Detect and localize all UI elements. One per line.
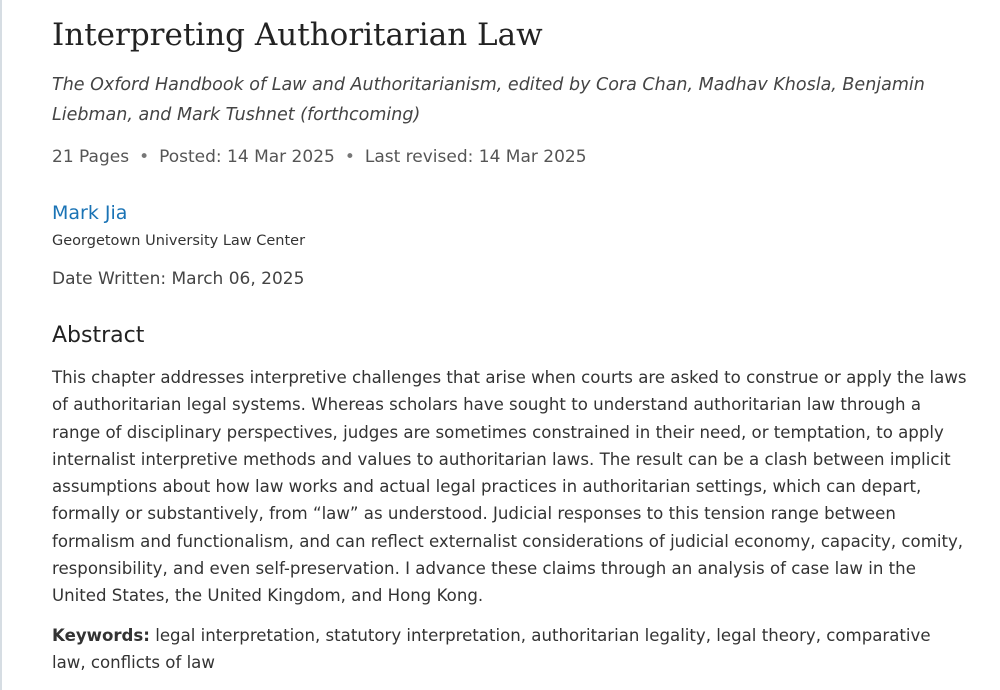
- posted-date: Posted: 14 Mar 2025: [159, 147, 335, 167]
- paper-title: Interpreting Authoritarian Law: [52, 17, 543, 53]
- left-border-rule: [0, 0, 2, 690]
- meta-separator: •: [344, 147, 355, 167]
- citation: The Oxford Handbook of Law and Authoritarianism, edited by Cora Chan, Madhav Khosla, Benjamin Liebman, and Mark Tushnet (forthcoming): [52, 75, 925, 125]
- keywords-value: legal interpretation, statutory interpretation, authoritarian legality, legal theory, comparative law, conflicts of law: [52, 626, 931, 673]
- author-link[interactable]: Mark Jia: [52, 202, 128, 224]
- revised-date: Last revised: 14 Mar 2025: [364, 147, 587, 167]
- date-written: Date Written: March 06, 2025: [52, 269, 305, 289]
- author-affiliation: Georgetown University Law Center: [52, 233, 306, 249]
- keywords-label: Keywords:: [52, 626, 150, 645]
- keywords: [52, 622, 967, 677]
- abstract-text: This chapter addresses interpretive challenges that arise when courts are asked to construe or apply the laws of authoritarian legal systems. Whereas scholars have sought to understand authoritarian law through a range of disciplinary perspectives, judges are sometimes constrained in their need, or temptation, to apply internalist interpretive methods and values to authoritarian laws. The result can be a clash between implicit assumptions about how law works and actual legal practices in authoritarian settings, which can depart, formally or substantively, from “law” as understood. Judicial responses to this tension range between formalism and functionalism, and can reflect externalist considerations of judicial economy, capacity, comity, responsibility, and even self-preservation. I advance these claims through an analysis of case law in the United States, the United Kingdom, and Hong Kong.: [52, 368, 967, 606]
- meta-separator: •: [139, 147, 150, 167]
- abstract-heading: Abstract: [52, 323, 145, 348]
- paper-meta: [52, 147, 587, 167]
- page-count: 21 Pages: [52, 147, 130, 167]
